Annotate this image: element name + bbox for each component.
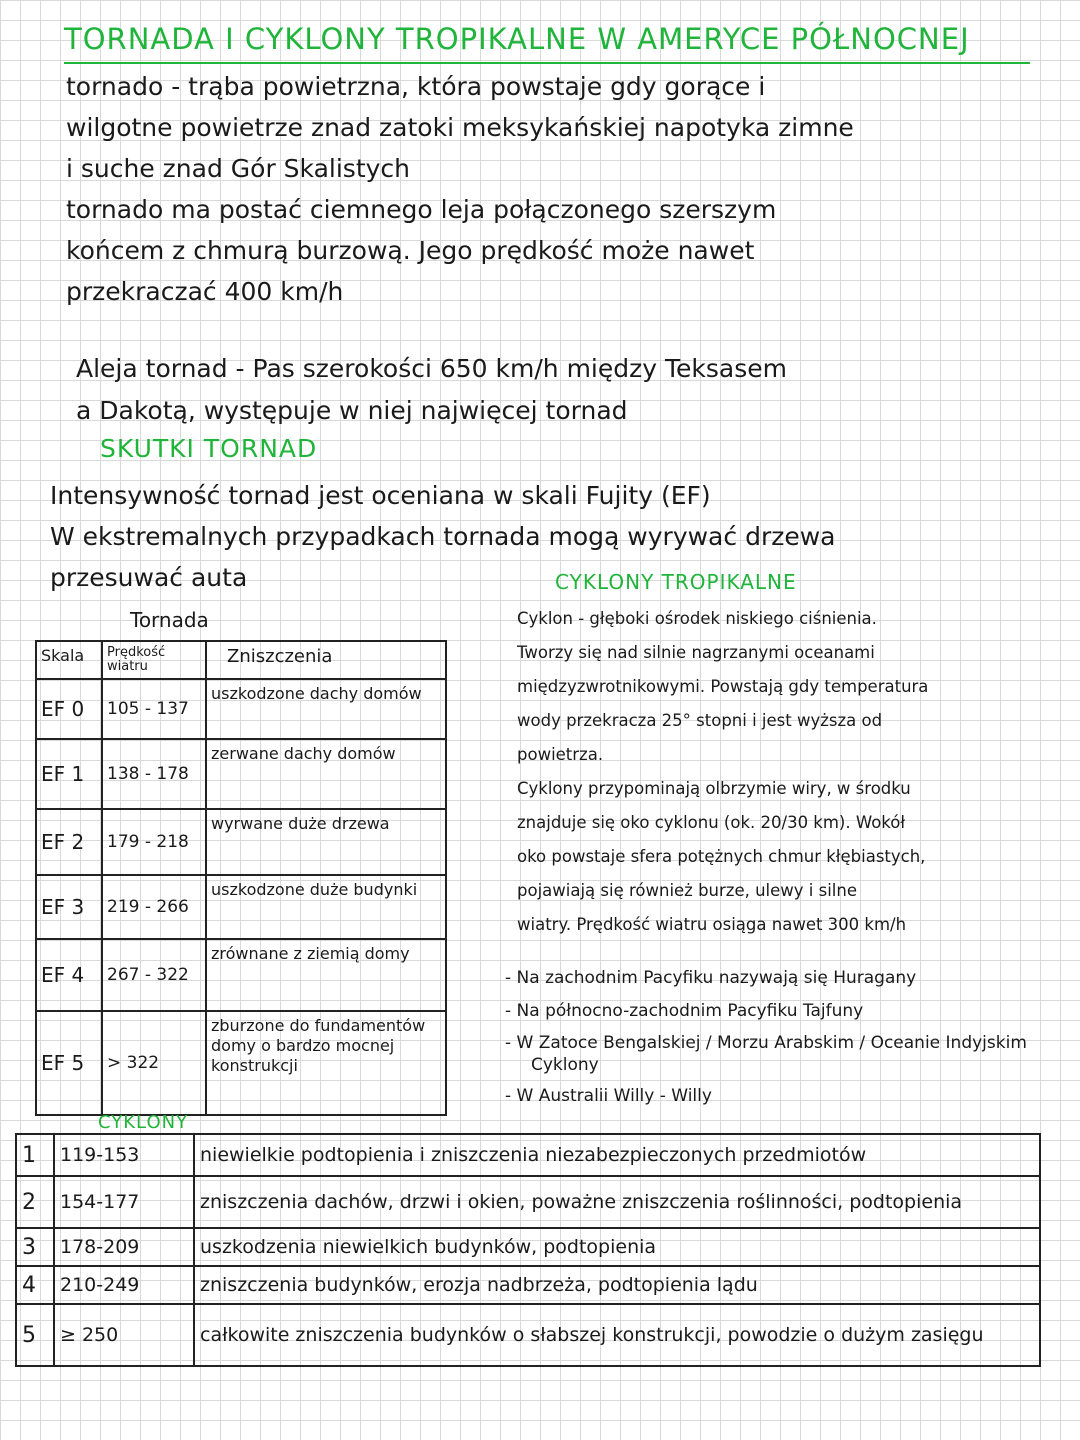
title-underline — [64, 62, 1030, 64]
intro-paragraph — [66, 66, 854, 312]
cyclone-speed: 210-249 — [54, 1266, 194, 1304]
cyklony-paragraph — [517, 602, 928, 942]
cyklony-line: międzyzwrotnikowymi. Powstają gdy temperatura — [517, 677, 929, 696]
cyclone-speed: 154-177 — [54, 1176, 194, 1228]
aleja-line: a Dakotą, występuje w niej najwięcej tornad — [76, 396, 628, 425]
list-item: Cyklony — [531, 1055, 599, 1075]
list-item: - Na zachodnim Pacyfiku nazywają się Huragany — [505, 968, 917, 988]
intro-line: tornado ma postać ciemnego leja połączonego szerszym — [66, 195, 777, 224]
list-item: - W Zatoce Bengalskiej / Morzu Arabskim / Oceanie Indyjskim — [505, 1033, 1027, 1053]
row-damage: zerwane dachy domów — [206, 739, 446, 809]
aleja-paragraph — [76, 348, 787, 432]
row-speed: 105 - 137 — [102, 679, 206, 739]
intro-line: końcem z chmurą burzową. Jego prędkość może nawet — [66, 236, 755, 265]
cyklony-bullets — [505, 962, 1027, 1113]
tornado-table — [35, 640, 447, 1116]
table-row — [16, 1266, 1040, 1304]
intro-line: tornado - trąba powietrzna, która powstaje gdy gorące i — [66, 72, 766, 101]
cyklony-line: znajduje się oko cyklonu (ok. 20/30 km). Wokół — [517, 813, 906, 832]
intro-line: i suche znad Gór Skalistych — [66, 154, 411, 183]
cyclone-table — [15, 1133, 1041, 1367]
cyclone-speed: 178-209 — [54, 1228, 194, 1266]
cyklony-tropikalne-heading: CYKLONY TROPIKALNE — [555, 570, 797, 594]
cyclone-damage: niewielkie podtopienia i zniszczenia niezabezpieczonych przedmiotów — [194, 1134, 1040, 1176]
table-row — [36, 739, 446, 809]
cyklony-line: Tworzy się nad silnie nagrzanymi oceanami — [517, 643, 875, 662]
cyclone-num: 5 — [16, 1304, 54, 1366]
tornado-table-caption: Tornada — [130, 608, 209, 632]
intro-line: wilgotne powietrze znad zatoki meksykańskiej napotyka zimne — [66, 113, 854, 142]
table-row — [16, 1228, 1040, 1266]
row-speed: 138 - 178 — [102, 739, 206, 809]
cyclone-damage: całkowite zniszczenia budynków o słabszej konstrukcji, powodzie o dużym zasięgu — [194, 1304, 1040, 1366]
row-damage: wyrwane duże drzewa — [206, 809, 446, 875]
cyclone-table-label: CYKLONY — [98, 1112, 189, 1133]
table-row — [16, 1176, 1040, 1228]
aleja-line: Aleja tornad - Pas szerokości 650 km/h między Teksasem — [76, 354, 787, 383]
cyklony-line: Cyklon - głęboki ośrodek niskiego ciśnienia. — [517, 609, 877, 628]
header-speed: Prędkość wiatru — [102, 641, 206, 679]
header-damage: Zniszczenia — [206, 641, 446, 679]
cyclone-damage: zniszczenia dachów, drzwi i okien, poważne zniszczenia roślinności, podtopienia — [194, 1176, 1040, 1228]
header-scale: Skala — [36, 641, 102, 679]
cyklony-line: oko powstaje sfera potężnych chmur kłębiastych, — [517, 847, 926, 866]
row-speed: > 322 — [102, 1011, 206, 1115]
tornado-table-header — [36, 641, 446, 679]
cyclone-speed: 119-153 — [54, 1134, 194, 1176]
cyklony-line: powietrza. — [517, 745, 604, 764]
row-damage: zrównane z ziemią domy — [206, 939, 446, 1011]
list-item: - Na północno-zachodnim Pacyfiku Tajfuny — [505, 1001, 864, 1021]
row-level: EF 4 — [36, 939, 102, 1011]
intro-line: przekraczać 400 km/h — [66, 277, 344, 306]
list-item: - W Australii Willy - Willy — [505, 1086, 712, 1106]
cyclone-damage: zniszczenia budynków, erozja nadbrzeża, podtopienia lądu — [194, 1266, 1040, 1304]
row-level: EF 3 — [36, 875, 102, 939]
cyklony-line: Cyklony przypominają olbrzymie wiry, w środku — [517, 779, 911, 798]
row-damage: uszkodzone dachy domów — [206, 679, 446, 739]
table-row — [36, 875, 446, 939]
cyclone-damage: uszkodzenia niewielkich budynków, podtopienia — [194, 1228, 1040, 1266]
cyclone-speed: ≥ 250 — [54, 1304, 194, 1366]
row-level: EF 0 — [36, 679, 102, 739]
table-row — [16, 1134, 1040, 1176]
table-row — [36, 809, 446, 875]
cyclone-num: 2 — [16, 1176, 54, 1228]
table-row — [36, 1011, 446, 1115]
row-speed: 267 - 322 — [102, 939, 206, 1011]
skutki-line: W ekstremalnych przypadkach tornada mogą wyrywać drzewa — [50, 522, 836, 551]
row-level: EF 5 — [36, 1011, 102, 1115]
skutki-line: Intensywność tornad jest oceniana w skali Fujity (EF) — [50, 481, 711, 510]
cyklony-line: wiatry. Prędkość wiatru osiąga nawet 300 km/h — [517, 915, 907, 934]
row-damage: zburzone do fundamentów domy o bardzo mocnej konstrukcji — [206, 1011, 446, 1115]
skutki-line: przesuwać auta — [50, 563, 248, 592]
cyclone-num: 4 — [16, 1266, 54, 1304]
row-damage: uszkodzone duże budynki — [206, 875, 446, 939]
row-level: EF 1 — [36, 739, 102, 809]
cyclone-num: 3 — [16, 1228, 54, 1266]
skutki-heading: SKUTKI TORNAD — [100, 434, 318, 463]
cyclone-num: 1 — [16, 1134, 54, 1176]
table-row — [16, 1304, 1040, 1366]
table-row — [36, 679, 446, 739]
table-row — [36, 939, 446, 1011]
cyklony-line: wody przekracza 25° stopni i jest wyższa od — [517, 711, 883, 730]
row-speed: 219 - 266 — [102, 875, 206, 939]
page-title: TORNADA I CYKLONY TROPIKALNE W AMERYCE PÓŁNOCNEJ — [64, 22, 970, 56]
row-speed: 179 - 218 — [102, 809, 206, 875]
row-level: EF 2 — [36, 809, 102, 875]
cyklony-line: pojawiają się również burze, ulewy i silne — [517, 881, 857, 900]
